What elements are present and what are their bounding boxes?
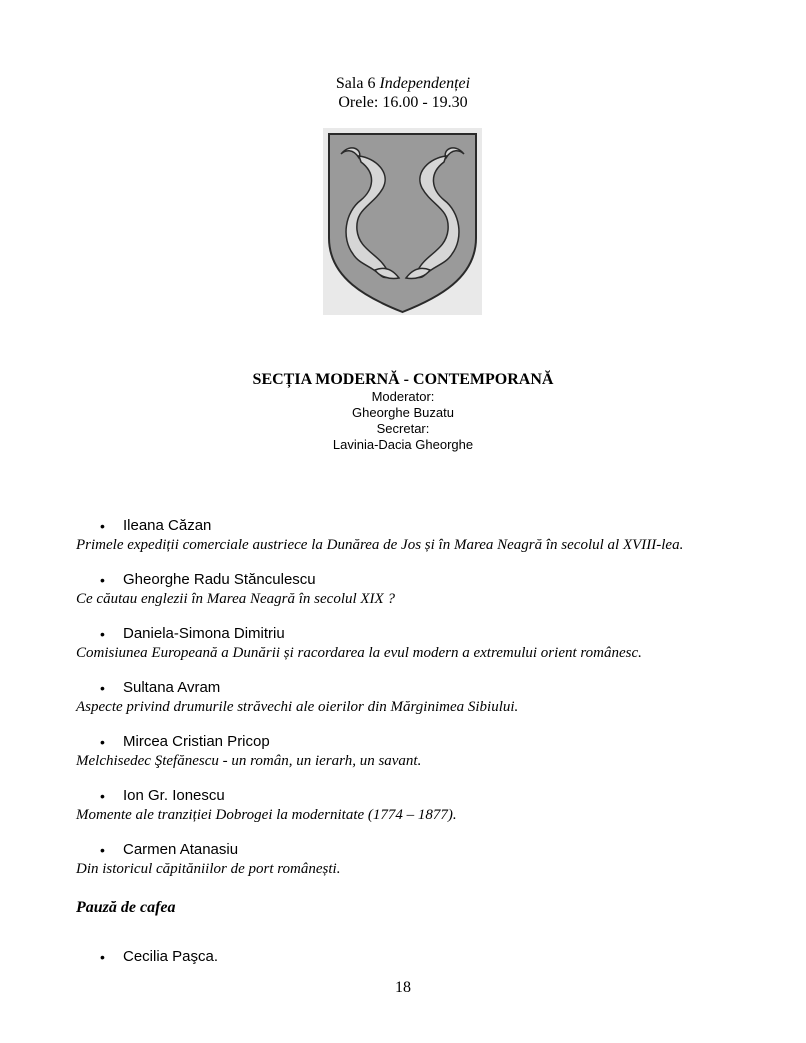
bullet-icon: •: [100, 680, 105, 696]
speaker-name: [76, 948, 776, 966]
bullet-icon: •: [100, 734, 105, 750]
room-line: [0, 74, 806, 93]
talk-entry: [76, 841, 776, 878]
speaker-text: Gheorghe Radu Stănculescu: [123, 571, 316, 588]
speaker-name: [76, 787, 776, 805]
session-header: [0, 74, 806, 112]
session-hours: Orele: 16.00 - 19.30: [338, 94, 468, 111]
talk-entry: [76, 787, 776, 824]
speaker-name: [76, 625, 776, 643]
bullet-icon: •: [100, 842, 105, 858]
bullet-icon: •: [100, 788, 105, 804]
coat-of-arms-icon: [323, 128, 482, 315]
talk-title: Melchisedec Ştefănescu - un român, un ierarh, un savant.: [76, 753, 422, 769]
moderator-label: Moderator:: [371, 389, 435, 404]
talk-entry: [76, 948, 776, 966]
speaker-name: [76, 679, 776, 697]
section-info: [0, 371, 806, 453]
talk-entry: [76, 679, 776, 716]
secretary-name: Lavinia-Dacia Gheorghe: [332, 437, 474, 452]
talk-entry: [76, 571, 776, 608]
secretary-label: Secretar:: [376, 421, 430, 436]
room-name: Independenței: [379, 75, 471, 92]
talk-title: Aspecte privind drumurile străvechi ale oierilor din Mărginimea Sibiului.: [76, 699, 519, 715]
talk-title: Primele expediții comerciale austriece la Dunărea de Jos și în Marea Neagră în secolul al XVIII-lea.: [76, 537, 684, 553]
speaker-text: Mircea Cristian Pricop: [123, 733, 270, 750]
section-title: SECȚIA MODERNĂ - CONTEMPORANĂ: [252, 371, 554, 388]
speaker-text: Carmen Atanasiu: [123, 841, 239, 858]
speaker-text: Daniela-Simona Dimitriu: [123, 625, 285, 642]
moderator-name: Gheorghe Buzatu: [352, 405, 454, 420]
bullet-icon: •: [100, 949, 105, 965]
talk-entry: [76, 625, 776, 662]
bullet-icon: •: [100, 626, 105, 642]
talk-title: Momente ale tranziției Dobrogei la modernitate (1774 – 1877).: [76, 807, 457, 823]
speaker-name: [76, 571, 776, 589]
speaker-text: Cecilia Paşca.: [123, 948, 219, 965]
talk-entry: [76, 517, 776, 554]
bullet-icon: •: [100, 572, 105, 588]
talk-title: Ce căutau englezii în Marea Neagră în secolul XIX ?: [76, 591, 395, 607]
bullet-icon: •: [100, 518, 105, 534]
talk-title: Din istoricul căpităniilor de port românești.: [76, 861, 341, 877]
coffee-break-label: Pauză de cafea: [76, 899, 176, 916]
speaker-text: Sultana Avram: [123, 679, 221, 696]
speaker-text: Ion Gr. Ionescu: [123, 787, 225, 804]
speaker-name: [76, 517, 776, 535]
speaker-name: [76, 733, 776, 751]
speaker-name: [76, 841, 776, 859]
talk-title: Comisiunea Europeană a Dunării și racordarea la evul modern a extremului orient românesc.: [76, 645, 642, 661]
room-prefix: Sala 6: [335, 75, 380, 92]
talk-entry: [76, 733, 776, 770]
page-number: 18: [395, 979, 411, 996]
speaker-text: Ileana Căzan: [123, 517, 212, 534]
